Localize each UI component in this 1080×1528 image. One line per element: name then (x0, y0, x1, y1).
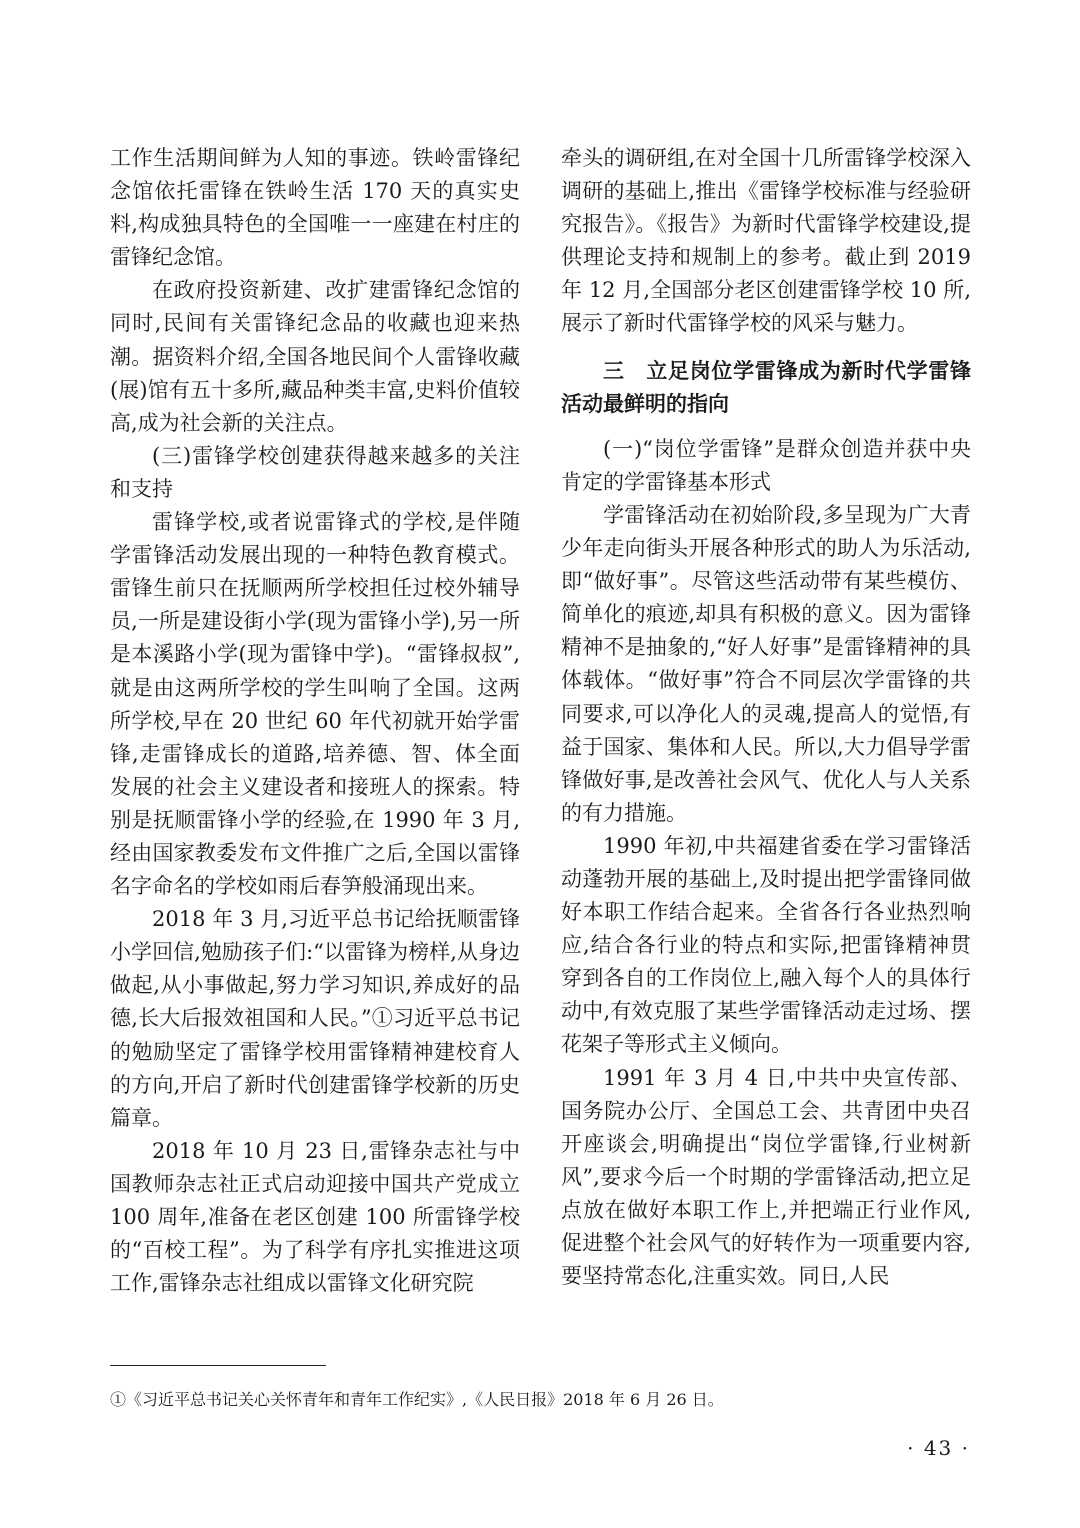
left-column (110, 142, 520, 1300)
page-number: · 43 · (907, 1436, 970, 1460)
subsection-heading: (一)“岗位学雷锋”是群众创造并获中央肯定的学雷锋基本形式 (561, 436, 971, 494)
paragraph: 1991 年 3 月 4 日,中共中央宣传部、国务院办公厅、全国总工会、共青团中央召开座谈会,明确提出“岗位学雷锋,行业树新风”,要求今后一个时期的学雷锋活动,把立足点放在做好本职工作上,并把端正行业作风,促进整个社会风气的好转作为一项重要内容,要坚持常态化,注重实效。同日,人民 (561, 1065, 971, 1289)
footnote: ①《习近平总书记关心关怀青年和青年工作纪实》,《人民日报》2018 年 6 月 26 日。 (110, 1390, 724, 1409)
paragraph: 2018 年 10 月 23 日,雷锋杂志社与中国教师杂志社正式启动迎接中国共产党成立 100 周年,准备在老区创建 100 所雷锋学校的“百校工程”。为了科学有序扎实推进这项工作,雷锋杂志社组成以雷锋文化研究院 (110, 1138, 520, 1296)
paragraph: 雷锋学校,或者说雷锋式的学校,是伴随学雷锋活动发展出现的一种特色教育模式。雷锋生前只在抚顺两所学校担任过校外辅导员,一所是建设街小学(现为雷锋小学),另一所是本溪路小学(现为雷锋中学)。“雷锋叔叔”,就是由这两所学校的学生叫响了全国。这两所学校,早在 20 世纪 60 年代初就开始学雷锋,走雷锋成长的道路,培养德、智、体全面发展的社会主义建设者和接班人的探索。特别是抚顺雷锋小学的经验,在 1990 年 3 月,经由国家教委发布文件推广之后,全国以雷锋名字命名的学校如雨后春笋般涌现出来。 (110, 510, 520, 899)
paragraph: 工作生活期间鲜为人知的事迹。铁岭雷锋纪念馆依托雷锋在铁岭生活 170 天的真实史料,构成独具特色的全国唯一一座建在村庄的雷锋纪念馆。 (110, 146, 520, 270)
subsection-heading: (三)雷锋学校创建获得越来越多的关注和支持 (110, 443, 520, 501)
paragraph: 牵头的调研组,在对全国十几所雷锋学校深入调研的基础上,推出《雷锋学校标准与经验研究报告》。《报告》为新时代雷锋学校建设,提供理论支持和规制上的参考。截止到 2019 年 12 月,全国部分老区创建雷锋学校 10 所,展示了新时代雷锋学校的风采与魅力。 (561, 146, 971, 336)
paragraph: 学雷锋活动在初始阶段,多呈现为广大青少年走向街头开展各种形式的助人为乐活动,即“做好事”。尽管这些活动带有某些模仿、简单化的痕迹,却具有积极的意义。因为雷锋精神不是抽象的,“好人好事”是雷锋精神的具体载体。“做好事”符合不同层次学雷锋的共同要求,可以净化人的灵魂,提高人的觉悟,有益于国家、集体和人民。所以,大力倡导学雷锋做好事,是改善社会风气、优化人与人关系的有力措施。 (561, 502, 971, 825)
right-column (561, 142, 971, 1293)
paragraph: 1990 年初,中共福建省委在学习雷锋活动蓬勃开展的基础上,及时提出把学雷锋同做好本职工作结合起来。全省各行各业热烈响应,结合各行业的特点和实际,把雷锋精神贯穿到各自的工作岗位上,融入每个人的具体行动中,有效克服了某些学雷锋活动走过场、摆花架子等形式主义倾向。 (561, 833, 971, 1057)
paragraph: 在政府投资新建、改扩建雷锋纪念馆的同时,民间有关雷锋纪念品的收藏也迎来热潮。据资料介绍,全国各地民间个人雷锋收藏(展)馆有五十多所,藏品种类丰富,史料价值较高,成为社会新的关注点。 (110, 278, 520, 435)
paragraph: 2018 年 3 月,习近平总书记给抚顺雷锋小学回信,勉励孩子们:“以雷锋为榜样,从身边做起,从小事做起,努力学习知识,养成好的品德,长大后报效祖国和人民。”①习近平总书记的勉励坚定了雷锋学校用雷锋精神建校育人的方向,开启了新时代创建雷锋学校新的历史篇章。 (110, 907, 520, 1130)
section-heading: 三 立足岗位学雷锋成为新时代学雷锋活动最鲜明的指向 (561, 358, 971, 416)
footnote-divider (110, 1365, 326, 1366)
